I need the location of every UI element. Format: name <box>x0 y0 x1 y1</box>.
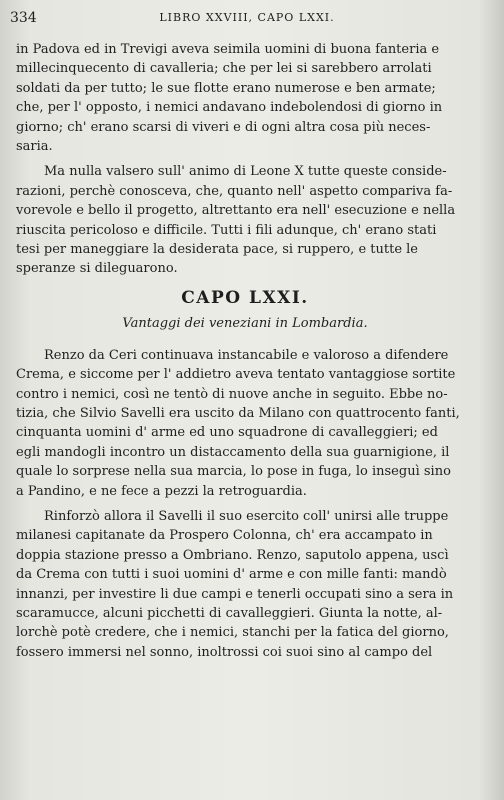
text-line: fossero immersi nel sonno, inoltrossi coi suoi sino al campo del <box>16 644 433 660</box>
paragraph <box>16 507 474 662</box>
text-line: Renzo da Ceri continuava instancabile e valoroso a difendere <box>44 347 449 363</box>
text-line: quale lo sorprese nella sua marcia, lo pose in fuga, lo inseguì sino <box>16 464 451 480</box>
text-line: egli mandogli incontro un distaccamento della sua guarnigione, il <box>16 444 450 460</box>
text-line: tesi per maneggiare la desiderata pace, si ruppero, e tutte le <box>16 242 418 258</box>
text-line: speranze si dileguarono. <box>16 261 178 277</box>
chapter-title: CAPO LXXI. <box>181 287 309 308</box>
text-line: doppia stazione presso a Ombriano. Renzo, saputolo appena, uscì <box>16 547 449 563</box>
text-line: Ma nulla valsero sull' animo di Leone X tutte queste conside- <box>44 164 447 180</box>
text-line: cinquanta uomini d' arme ed uno squadrone di cavalleggieri; ed <box>16 425 438 441</box>
text-line: millecinquecento di cavalleria; che per lei si sarebbero arrolati <box>16 61 432 77</box>
text-line: innanzi, per investire li due campi e tenerli occupati sino a sera in <box>16 586 454 602</box>
text-line: a Pandino, e ne fece a pezzi la retroguardia. <box>16 483 307 499</box>
text-line: da Crema con tutti i suoi uomini d' arme e con mille fanti: mandò <box>16 567 447 583</box>
body-text <box>16 40 474 668</box>
text-line: Rinforzò allora il Savelli il suo esercito coll' unirsi alle truppe <box>44 508 449 524</box>
text-line: vorevole e bello il progetto, altrettanto era nell' esecuzione e nella <box>16 203 456 219</box>
page-number: 334 <box>10 10 37 26</box>
text-line: contro i nemici, così ne tentò di nuove anche in seguito. Ebbe no- <box>16 386 448 402</box>
paragraph <box>16 162 474 278</box>
text-line: soldati da per tutto; le sue flotte erano numerose e ben armate; <box>16 80 436 96</box>
bottom-paragraphs <box>16 346 474 663</box>
text-line: lorchè potè credere, che i nemici, stanchi per la fatica del giorno, <box>16 625 449 641</box>
text-line: riuscita pericoloso e difficile. Tutti i fili adunque, ch' erano stati <box>16 222 437 238</box>
text-line: che, per l' opposto, i nemici andavano indebolendosi di giorno in <box>16 100 443 116</box>
text-line: scaramucce, alcuni picchetti di cavalleggieri. Giunta la notte, al- <box>16 605 443 621</box>
text-line: in Padova ed in Trevigi aveva seimila uomini di buona fanteria e <box>16 42 440 57</box>
top-paragraphs <box>16 40 474 279</box>
text-line: milanesi capitanate da Prospero Colonna, ch' era accampato in <box>16 528 433 544</box>
running-head: LIBRO XXVIII, CAPO LXXI. <box>159 11 335 24</box>
text-line: saria. <box>16 139 53 155</box>
chapter-subtitle: Vantaggi dei veneziani in Lombardia. <box>122 316 368 332</box>
page-header <box>10 10 484 28</box>
paragraph <box>16 346 474 501</box>
text-line: tizia, che Silvio Savelli era uscito da Milano con quattrocento fanti, <box>16 405 460 421</box>
paragraph <box>16 40 474 156</box>
text-line: giorno; ch' erano scarsi di viveri e di ogni altra cosa più neces- <box>16 119 431 135</box>
text-line: Crema, e siccome per l' addietro aveva tentato vantaggiose sortite <box>16 367 456 383</box>
text-line: razioni, perchè conosceva, che, quanto nell' aspetto compariva fa- <box>16 183 453 199</box>
